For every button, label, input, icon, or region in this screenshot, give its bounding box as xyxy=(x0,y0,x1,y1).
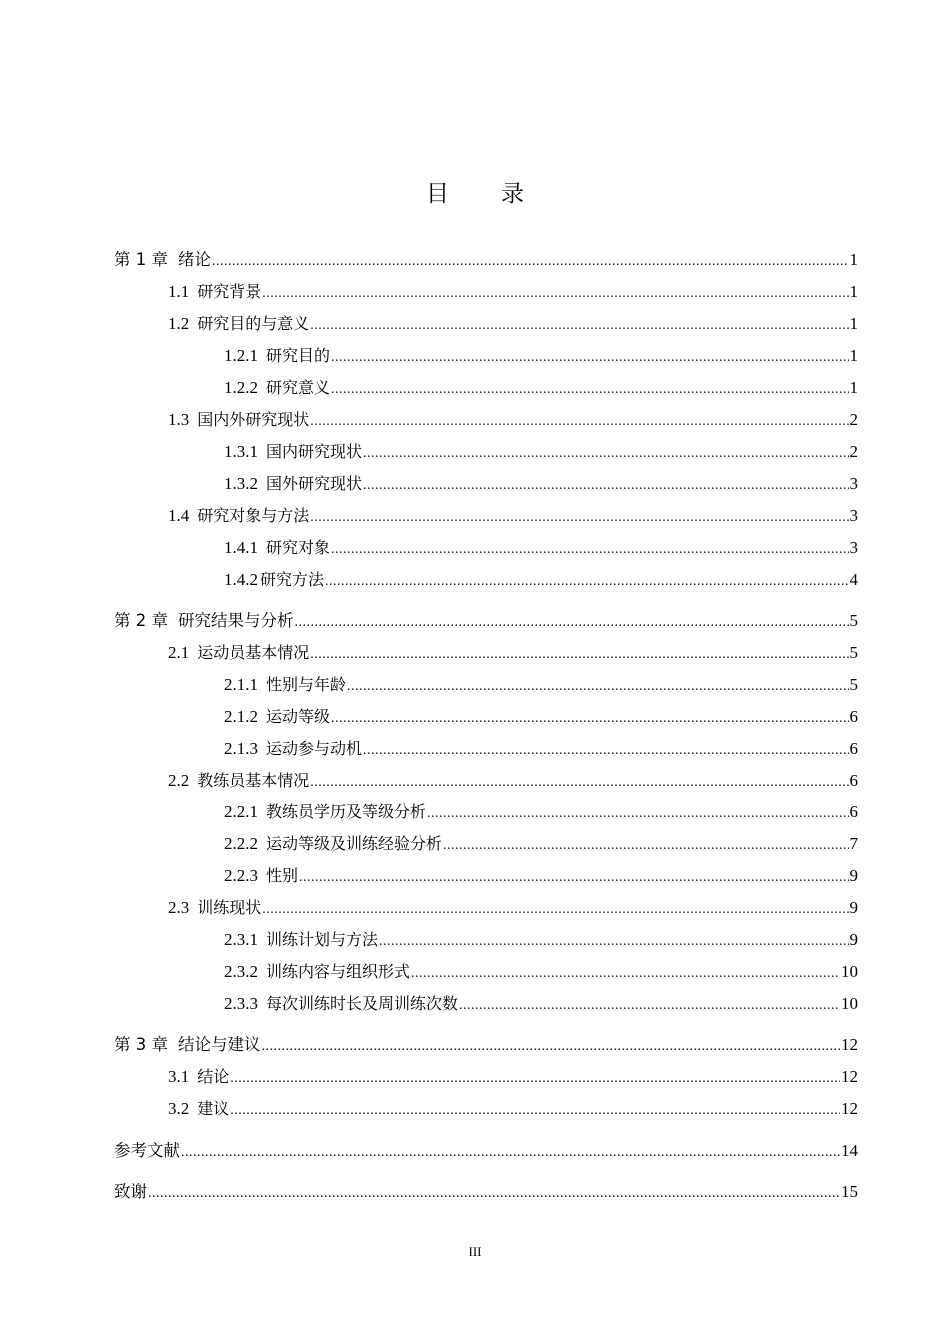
toc-entry-page: 6 xyxy=(849,739,858,758)
toc-dot-leader xyxy=(310,506,848,530)
toc-entry-1-2-2[interactable] xyxy=(224,376,858,400)
toc-entry-2-3-1[interactable] xyxy=(224,928,858,952)
toc-entry-2-2[interactable] xyxy=(168,769,858,793)
toc-entry-number: 1.1 xyxy=(168,282,190,301)
toc-entry-label: 参考文献 xyxy=(114,1141,180,1160)
toc-entry-acknowledgements[interactable] xyxy=(114,1180,858,1204)
toc-entry-page: 15 xyxy=(841,1182,858,1201)
toc-entry-number: 2.3.1 xyxy=(224,930,258,949)
toc-entry-page: 12 xyxy=(841,1099,858,1118)
toc-entry-page: 5 xyxy=(849,611,858,630)
toc-entry-label: 研究方法 xyxy=(260,570,325,589)
toc-entry-chapter-3[interactable] xyxy=(114,1033,858,1057)
toc-entry-page: 5 xyxy=(849,675,858,694)
toc-entry-1-4-2[interactable] xyxy=(224,568,858,592)
toc-entry-1-3-1[interactable] xyxy=(224,440,858,464)
toc-dot-leader xyxy=(299,866,848,890)
toc-entry-number: 2.3.2 xyxy=(224,962,258,981)
toc-dot-leader xyxy=(262,898,848,922)
toc-entry-2-2-3[interactable] xyxy=(224,864,858,888)
toc-dot-leader xyxy=(363,474,848,498)
toc-entry-page: 2 xyxy=(849,410,858,429)
toc-entry-label: 研究背景 xyxy=(197,282,262,301)
toc-dot-leader xyxy=(411,962,840,986)
toc-entry-page: 1 xyxy=(849,314,858,333)
toc-entry-number: 3.1 xyxy=(168,1067,190,1086)
toc-entry-label: 致谢 xyxy=(114,1182,147,1201)
toc-entry-number: 1.3.1 xyxy=(224,442,258,461)
toc-entry-1-2[interactable] xyxy=(168,312,858,336)
toc-dot-leader xyxy=(427,802,848,826)
toc-entry-3-1[interactable] xyxy=(168,1065,858,1089)
toc-entry-number: 1.4.1 xyxy=(224,538,258,557)
toc-entry-label: 训练内容与组织形式 xyxy=(266,962,411,981)
toc-dot-leader xyxy=(230,1099,840,1123)
toc-dot-leader xyxy=(310,643,848,667)
toc-entry-number: 1.2.1 xyxy=(224,346,258,365)
toc-entry-label: 性别 xyxy=(266,866,299,885)
toc-entry-label: 研究目的 xyxy=(266,346,331,365)
toc-entry-2-2-1[interactable] xyxy=(224,800,858,824)
toc-entry-label: 国外研究现状 xyxy=(266,474,363,493)
toc-entry-page: 9 xyxy=(849,930,858,949)
title-char-1: 目 xyxy=(426,181,449,207)
toc-entry-number: 2.1.3 xyxy=(224,739,258,758)
toc-entry-page: 9 xyxy=(849,898,858,917)
toc-entry-1-3-2[interactable] xyxy=(224,472,858,496)
page-title xyxy=(0,178,950,210)
toc-dot-leader xyxy=(310,410,848,434)
toc-entry-page: 12 xyxy=(841,1067,858,1086)
toc-entry-number: 2.2.3 xyxy=(224,866,258,885)
toc-entry-1-4-1[interactable] xyxy=(224,536,858,560)
toc-entry-number: 2.1.1 xyxy=(224,675,258,694)
toc-entry-label: 训练现状 xyxy=(197,898,262,917)
toc-entry-label: 运动等级 xyxy=(266,707,331,726)
toc-entry-label: 每次训练时长及周训练次数 xyxy=(266,994,459,1013)
toc-dot-leader xyxy=(212,250,849,274)
toc-dot-leader xyxy=(379,930,848,954)
toc-entry-label: 性别与年龄 xyxy=(266,675,347,694)
toc-dot-leader xyxy=(262,282,848,306)
toc-entry-chapter-1[interactable] xyxy=(114,248,858,272)
toc-entry-2-3[interactable] xyxy=(168,896,858,920)
toc-entry-page: 3 xyxy=(849,506,858,525)
toc-dot-leader xyxy=(459,994,840,1018)
toc-entry-page: 10 xyxy=(841,994,858,1013)
toc-entry-page: 7 xyxy=(849,834,858,853)
toc-entry-number: 2.1.2 xyxy=(224,707,258,726)
toc-entry-number: 1.2 xyxy=(168,314,190,333)
toc-entry-number: 1.3 xyxy=(168,410,190,429)
toc-entry-label: 训练计划与方法 xyxy=(266,930,379,949)
toc-entry-number: 第 3 章 xyxy=(114,1035,168,1054)
toc-entry-label: 运动等级及训练经验分析 xyxy=(266,834,443,853)
toc-entry-label: 国内研究现状 xyxy=(266,442,363,461)
toc-entry-2-1-3[interactable] xyxy=(224,737,858,761)
toc-entry-chapter-2[interactable] xyxy=(114,609,858,633)
toc-dot-leader xyxy=(325,570,848,594)
toc-entry-page: 1 xyxy=(849,346,858,365)
toc-entry-page: 12 xyxy=(841,1035,858,1054)
toc-entry-1-1[interactable] xyxy=(168,280,858,304)
toc-dot-leader xyxy=(310,314,848,338)
toc-entry-references[interactable] xyxy=(114,1139,858,1163)
toc-entry-page: 6 xyxy=(849,707,858,726)
toc-dot-leader xyxy=(363,442,848,466)
toc-dot-leader xyxy=(363,739,848,763)
toc-entry-2-1-2[interactable] xyxy=(224,705,858,729)
toc-entry-label: 绪论 xyxy=(178,250,211,269)
toc-entry-number: 1.2.2 xyxy=(224,378,258,397)
toc-entry-number: 2.3.3 xyxy=(224,994,258,1013)
toc-dot-leader xyxy=(331,346,848,370)
toc-entry-2-3-3[interactable] xyxy=(224,992,858,1016)
toc-dot-leader xyxy=(262,1035,841,1059)
toc-entry-number: 2.2.1 xyxy=(224,802,258,821)
toc-entry-1-2-1[interactable] xyxy=(224,344,858,368)
toc-entry-page: 1 xyxy=(849,250,858,269)
toc-entry-number: 2.2 xyxy=(168,771,190,790)
toc-dot-leader xyxy=(331,707,848,731)
toc-entry-page: 1 xyxy=(849,282,858,301)
toc-entry-label: 研究意义 xyxy=(266,378,331,397)
toc-entry-page: 6 xyxy=(849,802,858,821)
toc-dot-leader xyxy=(148,1182,840,1206)
toc-entry-page: 1 xyxy=(849,378,858,397)
toc-entry-number: 2.2.2 xyxy=(224,834,258,853)
toc-entry-page: 4 xyxy=(849,570,858,589)
toc-entry-2-1[interactable] xyxy=(168,641,858,665)
toc-entry-number: 第 1 章 xyxy=(114,250,168,269)
toc-entry-1-4[interactable] xyxy=(168,504,858,528)
toc-entry-label: 运动参与动机 xyxy=(266,739,363,758)
toc-entry-label: 结论 xyxy=(197,1067,230,1086)
toc-dot-leader xyxy=(331,538,848,562)
toc-dot-leader xyxy=(331,378,848,402)
toc-entry-page: 10 xyxy=(841,962,858,981)
toc-entry-page: 5 xyxy=(849,643,858,662)
toc-entry-2-1-1[interactable] xyxy=(224,673,858,697)
toc-entry-page: 3 xyxy=(849,538,858,557)
toc-entry-number: 1.4.2 xyxy=(224,570,258,589)
toc-entry-label: 国内外研究现状 xyxy=(197,410,310,429)
toc-entry-label: 教练员学历及等级分析 xyxy=(266,802,427,821)
toc-entry-page: 2 xyxy=(849,442,858,461)
toc-entry-label: 研究结果与分析 xyxy=(178,611,294,630)
toc-entry-label: 研究对象与方法 xyxy=(197,506,310,525)
toc-dot-leader xyxy=(230,1067,840,1091)
toc-entry-number: 1.4 xyxy=(168,506,190,525)
toc-entry-page: 6 xyxy=(849,771,858,790)
toc-dot-leader xyxy=(310,771,848,795)
toc-entry-label: 运动员基本情况 xyxy=(197,643,310,662)
toc-entry-label: 结论与建议 xyxy=(178,1035,261,1054)
toc-entry-label: 研究目的与意义 xyxy=(197,314,310,333)
toc-dot-leader xyxy=(347,675,848,699)
toc-entry-2-2-2[interactable] xyxy=(224,832,858,856)
toc-entry-number: 第 2 章 xyxy=(114,611,168,630)
toc-entry-label: 教练员基本情况 xyxy=(197,771,310,790)
toc-entry-1-3[interactable] xyxy=(168,408,858,432)
title-char-2: 录 xyxy=(501,181,524,207)
toc-entry-label: 建议 xyxy=(197,1099,230,1118)
toc-dot-leader xyxy=(181,1141,840,1165)
toc-entry-page: 14 xyxy=(841,1141,858,1160)
page-number: III xyxy=(468,1244,482,1259)
toc-entry-page: 9 xyxy=(849,866,858,885)
toc-entry-number: 2.1 xyxy=(168,643,190,662)
toc-entry-page: 3 xyxy=(849,474,858,493)
toc-entry-2-3-2[interactable] xyxy=(224,960,858,984)
toc-entry-label: 研究对象 xyxy=(266,538,331,557)
toc-dot-leader xyxy=(295,611,849,635)
toc-entry-number: 1.3.2 xyxy=(224,474,258,493)
toc-entry-number: 2.3 xyxy=(168,898,190,917)
toc-dot-leader xyxy=(443,834,848,858)
toc-entry-3-2[interactable] xyxy=(168,1097,858,1121)
toc-entry-number: 3.2 xyxy=(168,1099,190,1118)
